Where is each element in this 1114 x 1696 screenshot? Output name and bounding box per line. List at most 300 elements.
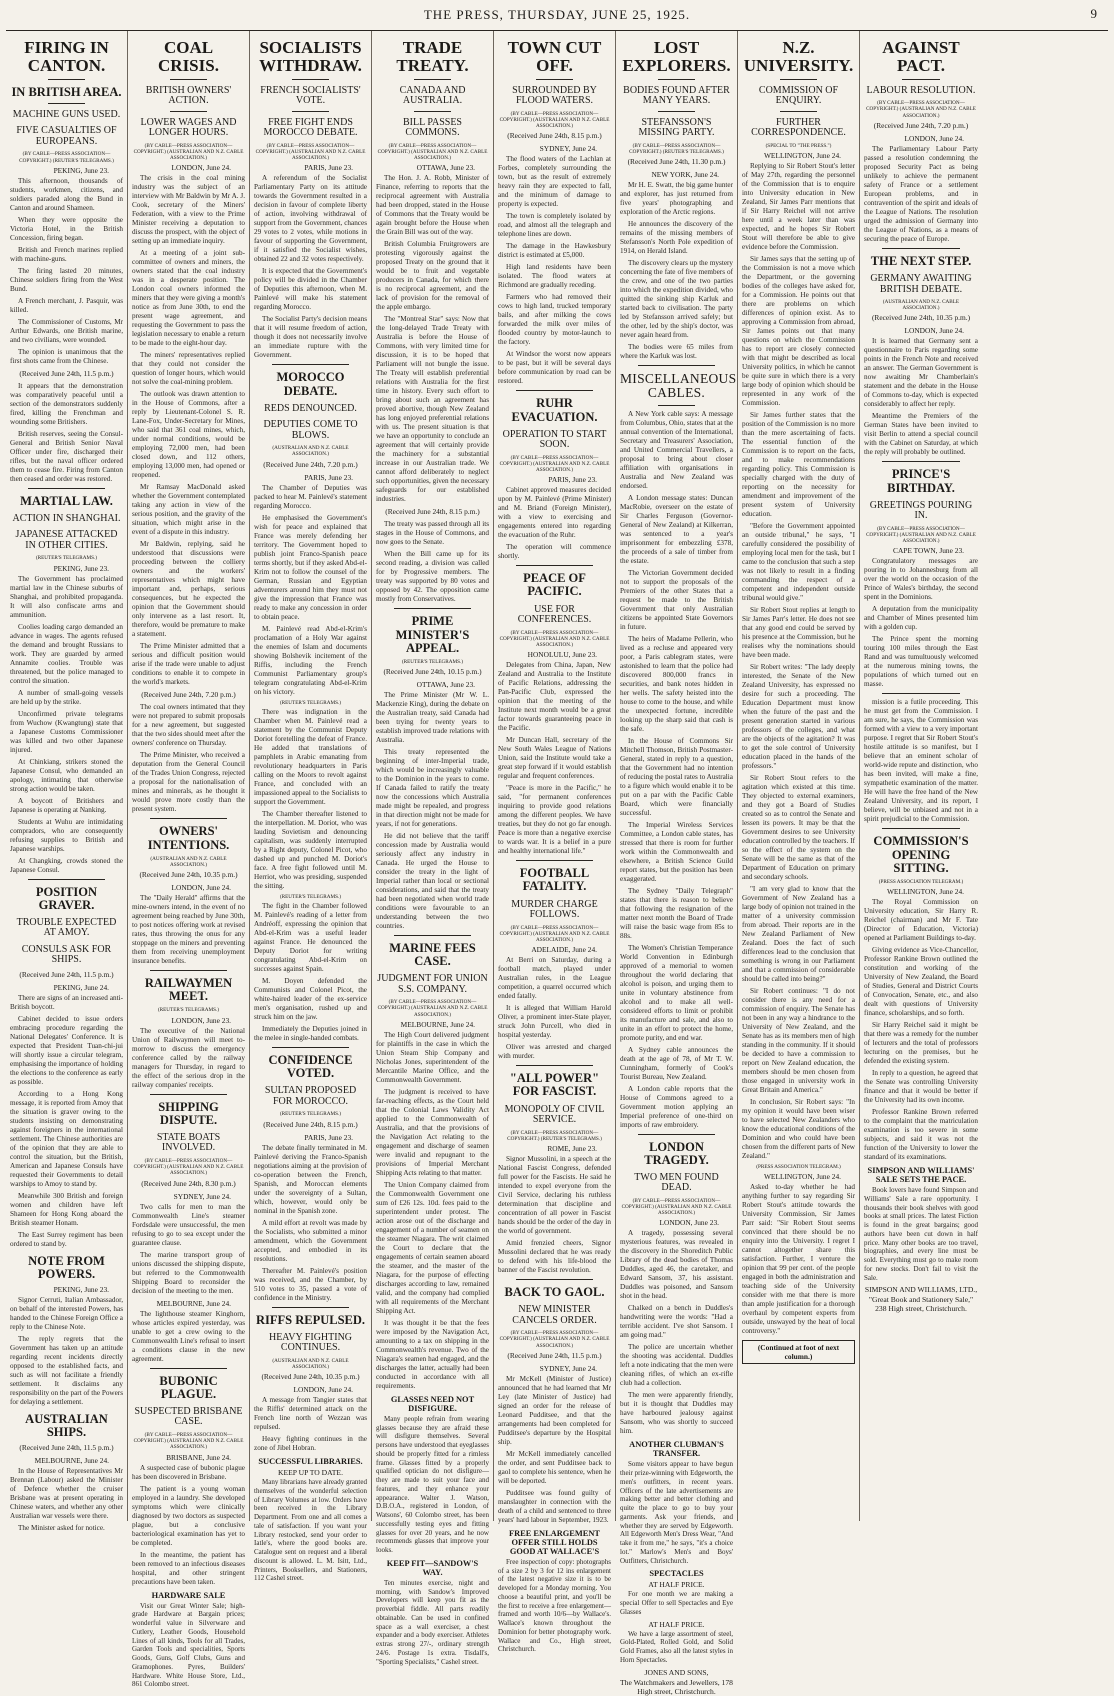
headline: CONFIDENCE VOTED. [268, 1053, 353, 1081]
advert-heading: FREE ENLARGEMENT OFFER STILL HOLDS GOOD AT WALLACE'S [509, 1528, 600, 1556]
article-paragraph: At Changking, crowds stoned the Japanese Consul. [10, 856, 123, 874]
article-paragraph: This treaty represented the beginning of inter-Imperial trade, which would be increasingly valuable to the Dominion in the years to come. If Canada failed to ratify the treaty now the concessions which Australia made might be repealed, and progress in that direction might not be made for years, if not for generations. [376, 748, 489, 828]
column-8 [860, 31, 982, 1521]
divider [882, 461, 960, 462]
subheadline: LABOUR RESOLUTION. [866, 84, 976, 96]
divider [292, 79, 329, 80]
divider [292, 111, 329, 112]
subheadline: JAPANESE ATTACKED IN OTHER CITIES. [15, 529, 118, 551]
article-paragraph: There was indignation in the Chamber when M. Painlevé read a statement by the Communist Deputy Doriot foretelling the defeat of France. He added that translations of pamphlets in Arabic emanating from revolutionary headquarters in Paris calling on the Moors to revolt against France, and concluded with an impassioned appeal to the Socialists to support the Government. [254, 707, 367, 806]
advert-text: For one month we are making a special Offer to sell Spectacles and Eye Glasses [620, 1590, 733, 1616]
subheadline: FIVE CASUALTIES OF EUROPEANS. [16, 125, 117, 147]
divider [638, 1134, 715, 1135]
article-paragraph: A Sydney cable announces the death at the age of 78, of Mr T. W. Cunningham, formerly of Cook's Tourist Bureau, New Zealand. [620, 1045, 733, 1081]
dateline: SYDNEY, June 24. [539, 1363, 597, 1373]
cable-credit: (BY CABLE—PRESS ASSOCIATION—COPYRIGHT.) (AUSTRALIAN AND N.Z. CABLE ASSOCIATION.) [621, 1197, 732, 1217]
article-paragraph: The Prime Minister admitted that a serious and difficult position would arise if the trade were unable to adjust conditions to enable it to compete in the world's markets. [132, 642, 245, 687]
subheadline: HEAVY FIGHTING CONTINUES. [268, 1331, 353, 1354]
cable-credit: (BY CABLE—PRESS ASSOCIATION—COPYRIGHT.) (REUTER'S TELEGRAMS.) [19, 151, 114, 164]
dateline: LONDON, June 23. [171, 1015, 231, 1025]
article-paragraph: The Chamber of Deputies was packed to hear M. Painlevé's statement regarding Morocco. [254, 483, 367, 510]
subheadline: SURROUNDED BY FLOOD WATERS. [512, 84, 597, 107]
article-paragraph: The Parliamentary Labour Party passed a resolution condemning the proposed Security Pact as being unlikely to achieve the permanent safety of France or a settlement European problems, and in contravention of the spirit and ideals of the League of Nations. The resolution urged the admission of Germany into the League of Nations, as a means of securing the peace of Europe. [864, 144, 978, 243]
subheadline: FURTHER CORRESPONDENCE. [751, 116, 846, 139]
divider [150, 1368, 227, 1369]
advertiser-address: "Great Book and Stationery Sale," 238 High street, Christchurch. [868, 1295, 974, 1314]
advert-text: Some visitors appear to have begun their prize-winning with Edgeworth, the men's outfitters, in recent years. Officers of the late advertisements are making better and better clothing and quite the place to go to buy your garments. Ask your friends, and whether they are served by Edgeworth. All Edgeworth Men's Dress Wear, "And take it from me," he says, "it's a choice lot." Marlow's Men's and Boys' Outfitters, Christchurch. [620, 1460, 733, 1565]
divider [272, 1047, 349, 1048]
divider [536, 79, 573, 80]
subheadline: STATE BOATS INVOLVED. [156, 1131, 221, 1154]
article-paragraph: The marine transport group of unions discussed the shipping dispute, but referred to the Commonwealth Shipping Board to reconsider the decision of the meeting to the men. [132, 1250, 245, 1295]
received-note: (Received June 24th, 7.20 p.m.) [141, 690, 236, 700]
dateline: WELLINGTON, June 24. [763, 150, 841, 160]
article-paragraph: A London cable reports that the House of Commons agreed to a Government motion applying an Imperial preference of one-third on imports of raw embroidery. [620, 1084, 733, 1129]
article-paragraph: This afternoon, thousands of students, workmen, citizens, and soldiers paraded along the Bund in Canton and around Shameen. [10, 176, 123, 212]
article-paragraph: Coolies loading cargo demanded an advance in wages. The agents refused the demand and brought Russians to work. They are guarded by armed Annamite coolies. Trouble was threatened, but the police managed to control the situation. [10, 622, 123, 685]
article-paragraph: Sir James further states that the position of the Commission is no more than the mere ascertaining of facts. The essential function of the Commission is to report on the facts, and to make recommendations regarding policy. This Commission is specially charged with the duty of reporting on the necessity for amendment and improvement of the present system of University education. [742, 410, 855, 518]
article-paragraph: It is expected that the Government's policy will be divided in the Chamber of Deputies this afternoon, when M. Painlevé will make his statement regarding Morocco. [254, 267, 367, 312]
dateline: LONDON, June 24. [171, 163, 231, 173]
column-7 [738, 31, 860, 1521]
article-paragraph: It is learned that Germany sent a questionnaire to Paris regarding some points in the French Note and received an answer. The German Government is now awaiting Mr Chamberlain's statement and the debate in the House of Commons to-day, which is expected considerably to affect her reply. [864, 337, 978, 409]
article-paragraph: The Prime Minister, who received a deputation from the General Council of the Trades Union Congress, rejected a proposal for the nationalisation of mines and minerals, as he thought it would prove more costly than the present system. [132, 751, 245, 814]
divider [394, 935, 471, 936]
headline: SOCIALISTS WITHDRAW. [259, 38, 362, 75]
dateline: PARIS, June 23. [304, 163, 353, 173]
dateline: PARIS, June 23. [304, 1132, 353, 1142]
cable-credit: (BY CABLE—PRESS ASSOCIATION—COPYRIGHT.) (AUSTRALIAN AND N.Z. CABLE ASSOCIATION.) [255, 142, 366, 162]
headline: POSITION GRAVER. [35, 884, 98, 912]
received-note: (Received June 24th, 8.15 p.m.) [263, 1119, 358, 1129]
subheadline: CONSULS ASK FOR SHIPS. [21, 943, 112, 966]
received-note: (Received June 24th, 11.5 p.m.) [19, 1443, 114, 1453]
dateline: PEKING, June 24. [53, 982, 109, 992]
received-note: (Received June 24th, 10.35 p.m.) [139, 870, 238, 880]
divider [170, 111, 207, 112]
divider [658, 111, 695, 112]
article-paragraph: The Chamber thereafter listened to the interpellation. M. Doriot, who was lauding Sovietism and denouncing capitalism, was suddenly interrupted by a Right deputy, Colonel Picot, who dashed up and punched M. Doriot's face. A free fight followed until M. Herriot, who was presiding, suspended the sitting. [254, 809, 367, 890]
headline: LOST EXPLORERS. [622, 38, 731, 75]
divider [48, 103, 85, 104]
dateline: PEKING, June 23. [53, 1285, 109, 1295]
article-paragraph: Chalked on a bench in Duddles's handwriting were the words: "Had a terrible accident. I've shot Sansom. I am going mad." [620, 1304, 733, 1340]
divider [516, 1279, 593, 1280]
divider [150, 970, 227, 971]
subheadline: OPERATION TO START SOON. [502, 428, 607, 451]
received-note: (Received June 24th, 10.15 p.m.) [383, 667, 482, 676]
article-paragraph: The Victorian Government decided not to support the proposals of the Premiers of the other States that a request be made to the British Government that only Australian citizens be appointed State Governors in future. [620, 568, 733, 631]
advert-heading: SPECTACLES [649, 1569, 704, 1579]
divider [516, 565, 593, 566]
cable-credit: (BY CABLE—PRESS ASSOCIATION—COPYRIGHT.) (AUSTRALIAN AND N.Z. CABLE ASSOCIATION.) [499, 1330, 610, 1349]
headline: BACK TO GAOL. [504, 1284, 605, 1299]
article-paragraph: Sir James says that the setting up of the Commission is not a move which the Department, or the governing bodies of the colleges have asked for, for a Commission. He points out that there are problems on which differences of opinion exist. As to approving a Commission from abroad, Sir James points out that many questions on which the Commission has to report are closely connected with that might be described as local University politics, in which he cannot be quite sure in which there is a very large body of opinion which should be represented in any work of the Commission. [742, 254, 855, 407]
cable-credit: (BY CABLE—PRESS ASSOCIATION—COPYRIGHT.) (AUSTRALIAN AND N.Z. CABLE ASSOCIATION.) [133, 1157, 244, 1177]
subheadline: CANADA AND AUSTRALIA. [399, 84, 466, 107]
advert-subheading: AT HALF PRICE. [648, 1619, 705, 1629]
article-paragraph: The miners' representatives replied that they could not consider the question of longer hours, which would not solve the coal-mining problem. [132, 351, 245, 387]
article-paragraph: When the Bill came up for its second reading, a division was called for by Progressive members. The treaty was supported by 80 votes and opposed by 42. The opposition came mostly from Conservatives. [376, 550, 489, 604]
article-paragraph: British reserves, seeing the Consul-General and British Senior Naval Officer under fire, discharged their rifles, but the naval officer ordered them to cease fire. Firing from Canton then ceased and order was restored. [10, 429, 123, 483]
article-paragraph: According to a Hong Kong message, it is reported from Amoy that the situation is graver owing to the students insisting on demonstrating against foreigners in the international settlement. The Chinese authorities are of the opinion that they are able to control the situation, but the British, American and Japanese Consuls have requested their Governments to detail warships to Amoy to stand by. [10, 1089, 123, 1188]
subheadline: MONOPOLY OF CIVIL SERVICE. [504, 1103, 605, 1125]
dateline: ROME, June 23. [547, 1143, 597, 1153]
article-paragraph: Asked to-day whether he had anything further to say regarding Sir Robert Stout's attitude towards the University Commission, Sir James Parr said: "Sir Robert Stout seems convinced that there should be no enquiry into the University. I regret I cannot altogether share this satisfaction. Further, I venture the opinion that 99 per cent. of the people engaged in both the administration and teaching side of the University consider with me that there is more than ample justification for a thorough overhaul by competent experts from outside, unswayed by the heat of local controversy." [742, 1183, 855, 1336]
headline: THE NEXT STEP. [870, 253, 972, 268]
advert-heading: HARDWARE SALE [151, 1590, 226, 1600]
article-paragraph: Mr Duncan Hall, secretary of the New South Wales League of Nations Union, said the Institute would take a great step forward if it would establish regular and frequent conferences. [498, 736, 611, 781]
headline: RAILWAYMEN MEET. [144, 976, 233, 1004]
subheadline: JUDGMENT FOR UNION S.S. COMPANY. [377, 973, 488, 995]
article-paragraph: Sir Robert writes: "The lady deeply interested, the Senate of the New Zealand University, has expressed no desire for such a proceeding. The Education Department must know when the future of the past and the present generation started in various professors of the colleges, and what are the objects of the agitation? It was to get the sole control of University education placed in the hands of the professors." [742, 662, 855, 770]
headline: N.Z. UNIVERSITY. [743, 38, 854, 75]
article-paragraph: The coal owners intimated that they were not prepared to submit proposals for a new agreement, but suggested that the two sides should meet after the owners' conference on Thursday. [132, 703, 245, 748]
dateline: SYDNEY, June 24. [539, 144, 597, 154]
dateline: WELLINGTON, June 24. [886, 887, 964, 897]
subheadline: BILL PASSES COMMONS. [402, 116, 462, 139]
advert-text: Visit our Great Winter Sale; high-grade Hardware at Bargain prices; wonderful value in Silverware and Cutlery, Leather Goods, Household Lines of all kinds, Tools for all Trades, Garden Tools and specialities, Sports Goods, Guns, Golf Clubs, Guns and Gramophones. Pyres, Builders' Hardware. White House Store, Ltd., 861 Colombo street. [132, 1601, 245, 1689]
headline: RUHR EVACUATION. [511, 396, 598, 424]
article-paragraph: A message from Tangier states that the Riffis' determined attack on the French line north of Wezzan was repulsed. [254, 1396, 367, 1432]
masthead-title: THE PRESS, THURSDAY, JUNE 25, 1925. [423, 7, 691, 22]
received-note: (Received June 24th, 7.20 p.m.) [263, 459, 358, 469]
article-paragraph: Pudditsee was found guilty of manslaughter in connection with the death of a child and sentenced to three years' hard labour in September, 1923. [498, 1488, 611, 1524]
cable-credit: (AUSTRALIAN AND N.Z. CABLE ASSOCIATION.) [272, 1357, 349, 1370]
headline: PRIME MINISTER'S APPEAL. [395, 614, 470, 655]
cable-credit: (BY CABLE—PRESS ASSOCIATION—COPYRIGHT.) (AUSTRALIAN AND N.Z. CABLE ASSOCIATION.) [866, 525, 976, 545]
dateline: ADELAIDE, June 24. [531, 945, 597, 955]
advert-text: Many people refrain from wearing glasses because they are afraid these will disfigure themselves. Several persons have understood that eyeglasses should be properly fitted for a rimless frame. Glasses fitted by a properly qualified optician do not disfigure—they are made to suit your face and features, and they enhance your appearance. Walter J. Watson, D.B.O.A., registered in London, of Watsons', 60 Colombo street, has been successfully testing eyes and fitting glasses for over 20 years, and he now recommends glasses that improve your looks. [376, 1414, 489, 1555]
cable-credit: (BY CABLE—PRESS ASSOCIATION—COPYRIGHT.) (AUSTRALIAN AND N.Z. CABLE ASSOCIATION.) [377, 142, 488, 162]
article-paragraph: Meantime the Premiers of the German States have been invited to visit Berlin to attend a special council with the Cabinet on Saturday, at which the reply will probably be outlined. [864, 412, 978, 457]
divider [882, 828, 960, 829]
masthead [6, 0, 1108, 31]
article-paragraph: The damage in the Hawkesbury district is estimated at £5,000. [498, 242, 611, 260]
article-paragraph: A London message states: Duncan MacRobie, overseer on the estate of Sir Charles Ferguson (Governor-General of New Zealand) at Kilkerran, was sentenced to a year's imprisonment for embezzling £378, the proceeds of a sale of timber from the estate. [620, 493, 733, 565]
article-paragraph: The firing lasted 20 minutes, Chinese soldiers firing from the West Bund. [10, 266, 123, 293]
cable-credit: (BY CABLE—PRESS ASSOCIATION—COPYRIGHT.) (AUSTRALIAN AND N.Z. CABLE ASSOCIATION.) [499, 629, 610, 649]
subheadline: STEFANSSON'S MISSING PARTY. [638, 116, 715, 139]
article-paragraph: A referendum of the Socialist Parliamentary Party on its attitude towards the Government resulted in a decision in favour of complete liberty of action, involving withdrawal of support from the Government, chances 29 votes to 2 votes, while motions in favour of supporting the Government, if it satisfied the Socialist wishes, obtained 22 and 32 votes respectively. [254, 174, 367, 264]
article-paragraph: Mr McKell (Minister of Justice) announced that he had learned that Mr Ley (late Minister of Justice) had signed an order for the release of Leonard Pudditsee, and that the arrangements had been completed for Pudditsee's departure by the Hospital ship. [498, 1374, 611, 1446]
headline: COAL CRISIS. [158, 38, 219, 75]
article-paragraph: He did not believe that the tariff concession made by Australia would seriously affect any industry in Canada. He urged the House to consider the treaty in the light of Imperial rather than local or sectional considerations, and said that the treaty had been negotiated when world trade conditions were favourable to an understanding between the two countries. [376, 832, 489, 930]
article-paragraph: "I am very glad to know that the Government of New Zealand has a large body of opinion not trained in the matter of a university commission from abroad. Their reports are in the New Zealand Parliament of New Zealand. Does the fact of such differences lead to the conclusion that something is wrong in our Parliament and that a commission of considerable should be called into being?" [742, 884, 855, 983]
article-paragraph: Replying to Sir Robert Stout's letter of May 27th, regarding the personnel of the Commission that is to enquire into University education in New Zealand, Sir James Parr mentions that if Sir Harry Reichel will not arrive here until a week later than was expected, and he hopes Sir Robert Stout will therefore be able to give evidence before the Commission. [742, 161, 855, 251]
divider [516, 860, 593, 861]
cable-credit: (AUSTRALIAN AND N.Z. CABLE ASSOCIATION.) [882, 299, 960, 312]
advert-heading: GLASSES NEED NOT DISFIGURE. [390, 1394, 475, 1413]
article-paragraph: Giving evidence as Vice-Chancellor, Professor Rankine Brown outlined the constitution and working of the University of New Zealand, the Board of Studies, General and District Courts of Convocation, Senate, etc., and also dealt with questions of University finance, scholarships, and so forth. [864, 946, 978, 1018]
article-paragraph: The Prince spent the morning touring 100 miles through the East Rand and was tumultuously welcomed at the numerous mining towns, the populations of which turned out en masse. [864, 635, 978, 689]
subheadline: IN BRITISH AREA. [11, 84, 122, 99]
article-paragraph: Oliver was arrested and charged with murder. [498, 1043, 611, 1061]
article-paragraph: A suspected case of bubonic plague has been discovered in Brisbane. [132, 1463, 245, 1481]
divider [516, 1065, 593, 1066]
subheadline: TWO MEN FOUND DEAD. [634, 1171, 719, 1194]
article-paragraph: M. Doyen defended the Communists and Colonel Picot, the white-haired leader of the ex-service men's organisation, rushed up and struck him on the jaw. [254, 977, 367, 1022]
headline: TRADE TREATY. [396, 38, 469, 75]
article-paragraph: In the House of Commons Sir Mitchell Thomson, British Postmaster-General, stated in reply to a question, that the Government had no intention of reducing the postal rates to Australia to a figure which would enable it to be put on a par with the Pacific Cable Board, which were financially successful. [620, 736, 733, 817]
dateline: HONOLULU, June 23. [527, 650, 597, 660]
article-paragraph: The lighthouse steamer Kinghorn, whose articles expired yesterday, was unable to get a crew owing to the Commonwealth Line's refusal to insert a conditions clause in the new agreement. [132, 1309, 245, 1363]
article-paragraph: Meanwhile 300 British and foreign women and children have left Shameen for Hong Kong aboard the British steamer Honam. [10, 1191, 123, 1227]
article-paragraph: A French merchant, J. Pasquir, was killed. [10, 296, 123, 314]
dateline: PARIS, June 23. [304, 472, 353, 482]
cable-credit: (PRESS ASSOCIATION TELEGRAM.) [878, 878, 964, 885]
divider [28, 488, 105, 489]
article-paragraph: Unconfirmed private telegrams from Wuchow (Kwangtung) state that a Japanese Customs Commissioner was killed and two other Japanese injured. [10, 709, 123, 754]
article-paragraph: The East Surrey regiment has been ordered to stand by. [10, 1230, 123, 1248]
subheadline: COMMISSION OF ENQUIRY. [758, 84, 839, 107]
cable-credit: (REUTER'S TELEGRAMS.) [35, 555, 98, 562]
article-paragraph: The judgment is received to have far-reaching effects, as the Court held that the Colonial Laws Validity Act applied to the Commonwealth of Australia, and that the provisions of the Navigation Act relating to the engagement and discharge of seamen were invalid and repugnant to the provisions of Imperial Merchant Shipping Acts relating to that matter. [376, 1087, 489, 1177]
cable-credit: (BY CABLE—PRESS ASSOCIATION—COPYRIGHT.) (AUSTRALIAN AND N.Z. CABLE ASSOCIATION.) [866, 100, 976, 119]
headline: PRINCE'S BIRTHDAY. [887, 467, 955, 495]
cable-credit: (SPECIAL TO "THE PRESS.") [765, 142, 832, 149]
article-paragraph: Sir Robert Stout refers to the agitation which existed at this time. They objected to external examiners, and they got a Board of Studies created so as to control the Senate and lessen its powers. It may be that the Government desires to see University education controlled by the teachers. If so the effect of the system on the Senate will be the same as that of the Department of Education on primary and secondary schools. [742, 773, 855, 881]
article-paragraph: It appears that the demonstration was comparatively peaceful until a section of the demonstrators suddenly fired, killing the Frenchman and wounding some Britishers. [10, 381, 123, 426]
cable-credit: (BY CABLE—PRESS ASSOCIATION—COPYRIGHT.) (AUSTRALIAN AND N.Z. CABLE ASSOCIATION.) [133, 1431, 244, 1451]
dateline: LONDON, June 24. [904, 326, 964, 336]
article-paragraph: He emphasised the Government's wish for peace and explained that France was merely defending her territory. The Government hoped to publish joint Franco-Spanish peace terms shortly, but if they asked Abd-el-Krim not to follow the counsel of the German, Russian and Egyptian adventurers around him they must not give the impression that France was ready to make any concession in order to obtain peace. [254, 513, 367, 621]
cable-credit: (BY CABLE—PRESS ASSOCIATION—COPYRIGHT.) (AUSTRALIAN AND N.Z. CABLE ASSOCIATION.) [133, 142, 244, 162]
headline: SHIPPING DISPUTE. [158, 1099, 219, 1127]
article-paragraph: The Government has proclaimed martial law in the Chinese suburbs of Shanghai, and prohibited propaganda. It will also confiscate arms and ammunition. [10, 574, 123, 619]
dateline: LONDON, June 24. [293, 1385, 353, 1395]
subheadline: BRITISH OWNERS' ACTION. [145, 84, 232, 107]
article-paragraph: The "Daily Herald" affirms that the mine-owners intend, in the event of no agreement being reached by June 30th, to post notices offering work at revised rates, thus throwing the onus for any stoppage on the miners and preventing them from receiving unemployment insurance benefits. [132, 894, 245, 966]
divider [170, 79, 207, 80]
dateline: LONDON, June 24. [171, 883, 231, 893]
divider [150, 1094, 227, 1095]
article-paragraph: The Minister asked for notice. [18, 1524, 105, 1533]
article-paragraph: "Peace is more in the Pacific," he said, "for permanent conferences inquiring to provide good relations among the different peoples. We have treaties, but they do not go far enough. Peace is more than a negative exercise to wards war. It is a belief in a pure and healthy international life." [498, 784, 611, 856]
headline: PEACE OF PACIFIC. [523, 571, 586, 599]
headline: LONDON TRAGEDY. [644, 1139, 709, 1167]
cable-credit: (BY CABLE—PRESS ASSOCIATION—COPYRIGHT.) (REUTER'S TELEGRAMS.) [507, 1129, 602, 1142]
headline: MARTIAL LAW. [20, 493, 113, 508]
article-paragraph: At a meeting of a joint sub-committee of owners and miners, the owners stated that the coal industry was in a desperate position. The London coal owners informed the miners that they were giving a month's notice as from June 30th, to end the present wage agreement, and requesting the Government to pass the legislation necessary to enable a return to be made to the eight-hour day. [132, 249, 245, 348]
cable-credit: (BY CABLE—PRESS ASSOCIATION—COPYRIGHT.) (AUSTRALIAN AND N.Z. CABLE ASSOCIATION.) [377, 999, 488, 1018]
subheadline: MURDER CHARGE FOLLOWS. [511, 898, 598, 921]
divider [28, 879, 105, 880]
article-paragraph: The treaty was passed through all its stages in the House of Commons, and now goes to the Senate. [376, 520, 489, 547]
article-paragraph: mission is a futile proceeding. This he must get from the Commission. I am sure, he says, the Commission was formed with a view to a very important purpose. I regret that Sir Robert Stout's hostile attitude is so manifest, but I believe that an eminent scholar of world-wide repute and distinction, who has been invited, will make a fine, sympathetic examination of the matter. He will have the free hand of the New Zealand University, and its report, I believe, will be unbiased and not in a spirit prejudicial to the Commission. [864, 698, 978, 824]
dateline: CAPE TOWN, June 23. [893, 546, 964, 556]
article-paragraph: Signor Mussolini, in a speech at the National Fascist Congress, defended full power for the Fascists. He said he intended to expel everyone from the Civil Service, declaring his ruthless determination that discipline and concentration of all power in Fascist hands should be the order of the day in the world of government. [498, 1154, 611, 1235]
advert-text: We have a large assortment of steel, Gold-Plated, Rolled Gold, and Solid Gold Frames, also all the latest styles in Horn Spectacles. [620, 1629, 733, 1664]
subheadline: GERMANY AWAITING BRITISH DEBATE. [870, 273, 972, 295]
dateline: NEW YORK, June 24. [651, 170, 719, 180]
headline: BUBONIC PLAGUE. [159, 1373, 218, 1401]
dateline: PEKING, June 23. [53, 165, 109, 175]
article-paragraph: Immediately the Deputies joined in the melee in single-handed combats. [254, 1025, 367, 1043]
column-1 [6, 31, 128, 1533]
article-paragraph: The Imperial Wireless Services Committee, a London cable states, has stressed that there is room for further work within the Commonwealth and elsewhere, a British Science Guild report states, but the position has been exaggerated. [620, 820, 733, 883]
article-paragraph: The fight in the Chamber followed M. Painlevé's reading of a letter from Andréoff, expressing the opinion that Abd-el-Krim was a useful leader against France. He denounced the Deputy Doriot for writing congratulating Abd-el-Krim on successes against Spain. [254, 902, 367, 974]
article-paragraph: Cabinet approved measures decided upon by M. Painlevé (Prime Minister) and M. Briand (Foreign Minister), with a view to exercising and engagements entered into regarding the evacuation of the Ruhr. [498, 486, 611, 540]
dateline: OTTAWA, June 23. [416, 680, 475, 689]
article-paragraph: The outlook was drawn attention to in the House of Commons, after a reply by Lieutenant-Colonel S. R. Lane-Fox, Under-Secretary for Mines, who said that 361 coal mines, which, under normal conditions, would be employing 72,000 men, had been closed down, and 112 others, employing 13,000 men, had opened or reopened. [132, 390, 245, 480]
dateline: MELBOURNE, June 24. [156, 1298, 231, 1308]
columns [6, 31, 1108, 1696]
received-note: (Received June 24th, 10.35 p.m.) [871, 313, 971, 323]
article-paragraph: Two calls for men to man the Commonwealth Line's steamer Fordsdale were unsuccessful, the men refusing to go to sea except under the guarantee clause. [132, 1202, 245, 1247]
article-paragraph: A number of small-going vessels are held up by the strike. [10, 688, 123, 706]
subheadline: FRENCH SOCIALISTS' VOTE. [260, 84, 361, 107]
article-paragraph: Heavy fighting continues in the zone of Jibel Hobran. [254, 1435, 367, 1453]
headline: TOWN CUT OFF. [507, 38, 602, 75]
page-number: 9 [1090, 6, 1098, 21]
article-paragraph: A tragedy, possessing several mysterious features, was revealed in the discovery in the Shoreditch Public Library of the dead bodies of Thomas Duddles, aged 46, the caretaker, and Edward Sansom, 37, his assistant. Duddles was poisoned, and Sansom shot in the head. [620, 1229, 733, 1301]
article-paragraph: The operation will commence shortly. [498, 543, 611, 561]
article-paragraph: When they were opposite the Victoria Hotel, in the British Concession, firing began. [10, 215, 123, 242]
column-3 [250, 31, 372, 1583]
subheadline: LOWER WAGES AND LONGER HOURS. [140, 116, 237, 139]
headline: MOROCCO DEBATE. [276, 370, 345, 398]
column-2 [128, 31, 250, 1689]
article-paragraph: At Windsor the worst now appears to be past, but it will be several days before communication by road can be restored. [498, 350, 611, 386]
article-paragraph: The executive of the National Union of Railwaymen will meet to-morrow to discuss the emergency conference called by the railway managers for Thursday, in regard to the effect of the serious drop in the railway companies' receipts. [132, 1026, 245, 1089]
advert-text: Book lovers have found Simpson and Williams' Sale a rare opportunity. I thousands their book shelves with good books at small prices. The latest Fiction is found in the great bargains; good authors have been cut down in half price. Many other books are too travel, biographies, and every line must be sold. Everything must go to make room for new stocks. Don't fail to visit the Sale. [864, 1186, 978, 1282]
cable-credit: (AUSTRALIAN AND N.Z. CABLE ASSOCIATION.) [150, 855, 227, 868]
article-paragraph: The reply regrets that the Government has taken up an attitude regarding recent incidents directly opposed to the established facts, and such as will not facilitate a friendly settlement. It disclaims any responsibility on the part of the Powers for delaying a settlement. [10, 1335, 123, 1407]
subheadline: REDS DENOUNCED. [264, 402, 357, 414]
cable-credit: (PRESS ASSOCIATION TELEGRAM.) [756, 1163, 841, 1170]
article-paragraph: The crisis in the coal mining industry was the subject of an interview with Mr Baldwin by Mr A. J. Cook, secretary of the Miners' Federation, with a view to the Prime Minister receiving a deputation to discuss the prospect, with the object of setting up an immediate inquiry. [132, 174, 245, 246]
article-paragraph: The patient is a young woman employed in a laundry. She developed symptoms which were clinically diagnosed by two doctors as suspected plague, but a conclusive bacteriological examination has yet to be completed. [132, 1484, 245, 1547]
article-paragraph: "Before the Government appointed an outside tribunal," he says, "I carefully considered the possibility of employing local men for the task, but I came to the conclusion that such a step was not likely to result in a finding commanding the respect of a competent and independent outside tribunal would give." [742, 521, 855, 602]
divider [272, 1307, 349, 1308]
received-note: (Received June 24th, 7.20 p.m.) [873, 120, 969, 130]
article-paragraph: The Union Company claimed from the Commonwealth Government one sum of £26 12s. 10d. fees paid to the superintendent under protest. The action arose out of the discharge and engagement of a number of seamen on the steamer Niagara. The writ claimed the Court to declare that the engagements of certain seamen aboard the steamer, and the master of the Niagara, for the purpose of effecting discharges according to law, remained valid, and the company had complied with all requirements of the Merchant Shipping Act. [376, 1180, 489, 1315]
received-note: (Received June 24th, 10.35 p.m.) [261, 1372, 360, 1382]
dateline: LONDON, June 24. [904, 133, 964, 143]
advert-subheading: AT HALF PRICE. [648, 1580, 705, 1590]
divider [414, 79, 451, 80]
headline: FOOTBALL FATALITY. [519, 866, 590, 894]
article-paragraph: The men were apparently friendly, but it is thought that Duddles may have harboured jealousy against Sansom, who was shortly to succeed him. [620, 1391, 733, 1436]
cable-credit: (AUSTRALIAN AND N.Z. CABLE ASSOCIATION.) [272, 445, 349, 458]
advert-heading: SIMPSON AND WILLIAMS' SALE SETS THE PACE. [867, 1166, 975, 1185]
headline: MISCELLANEOUS CABLES. [620, 371, 737, 401]
received-note: (Received June 24th, 11.5 p.m.) [19, 969, 114, 979]
cable-credit: (REUTER'S TELEGRAMS.) [157, 1007, 220, 1014]
advert-heading: SUCCESSFUL LIBRARIES. [258, 1457, 363, 1467]
article-paragraph: High land residents have been isolated. The flood waters at Richmond are gradually receding. [498, 263, 611, 290]
subheadline: GREETINGS POURING IN. [869, 499, 973, 522]
advert-heading: ANOTHER CLUBMAN'S TRANSFER. [629, 1440, 724, 1459]
subheadline: BODIES FOUND AFTER MANY YEARS. [623, 84, 730, 107]
article-paragraph: A New York cable says: A message from Columbus, Ohio, states that at the annual convention of the International, Secretary and Treasurers' Association, and United Commercial Travellers, a proposal to bring about closer affiliation with organisations in Australia and New Zealand was endorsed. [620, 409, 733, 490]
subheadline: TROUBLE EXPECTED AT AMOY. [16, 916, 117, 939]
article-paragraph: The Sydney "Daily Telegraph" states that there is reason to believe that following the resignation of the matter next month the Board of Trade will raise the basic wage from 85s to 88s. [620, 886, 733, 940]
advert-heading: KEEP FIT—SANDOW'S WAY. [386, 1558, 479, 1577]
article-paragraph: The Royal Commission on University education, Sir Harry R. Reichel (chairman) and Mr F. Tate (Director of Education, Victoria) opened at Parliament Buildings to-day. [864, 898, 978, 943]
divider [48, 79, 85, 80]
headline: NOTE FROM POWERS. [28, 1253, 105, 1282]
cable-credit: (REUTER'S TELEGRAMS.) [279, 699, 342, 706]
article-paragraph: Thereafter M. Painlevé's position was received, and the Chamber, by 510 votes to 35, passed a vote of confidence in the Ministry. [254, 1266, 367, 1302]
article-paragraph: In conclusion, Sir Robert says: "In my opinion it would have been wiser to have selected New Zealanders who know the educational conditions of the Dominion and who could have been chosen from the different parts of New Zealand." [742, 1097, 855, 1160]
article-paragraph: In the meantime, the patient has been removed to an infectious diseases hospital, and other stringent precautions have been taken. [132, 1550, 245, 1586]
article-paragraph: In the House of Representatives Mr Brennan (Labour) asked the Minister of Defence whether the cruiser Brisbane was at present operating in Chinese waters, and whether any other Australian war vessels were there. [10, 1467, 123, 1521]
article-paragraph: Farmers who had removed their cows to high land, trucked temporary bails, and after milking the cows forwarded the milk over miles of flooded country by motor-launch to the factory. [498, 293, 611, 347]
cable-credit: (BY CABLE—PRESS ASSOCIATION—COPYRIGHT.) (AUSTRALIAN AND N.Z. CABLE ASSOCIATION.) [499, 454, 610, 474]
advert-text: Free inspection of copy: photographs of a size 2 by 3 for 12 ins enlargement of the latest negative size it is to be developed for a Monday morning. You choose a beautiful print, and you'll be the first to receive a free enlargement—framed and worth 10/6—by Wallace's. Wallace's known throughout the Dominion for better photography work. Wallace and Co., High street, Christchurch. [498, 1557, 611, 1654]
article-paragraph: The Commissioner of Customs, Mr Arthur Edwards, one British marine, and two civilians, were wounded. [10, 317, 123, 344]
subheadline: USE FOR CONFERENCES. [517, 603, 592, 626]
advert-text: Ten minutes exercise, night and morning, with Sandow's Improved Developers will keep you fit as the proverbial fiddle. All parts readily obtainable. Can be used in confined space as a wall exerciser, a chest expander and a body exerciser. Athletes extras strong 27/-, ordinary strength 24/6. Postage 1s extra. Tisdall's, "Sporting Specialists," Cashel street. [376, 1578, 489, 1666]
headline: AUSTRALIAN SHIPS. [25, 1412, 108, 1440]
received-note: (Received June 24th, 8.15 p.m.) [385, 507, 480, 517]
received-note: (Received June 24th, 11.5 p.m.) [507, 1350, 602, 1360]
article-paragraph: A boycott of Britishers and Japanese is operating at Nanking. [10, 796, 123, 814]
column-4 [372, 31, 494, 1666]
article-paragraph: Delegates from China, Japan, New Zealand and Australia to the Institute of Pacific Relations, addressing the Pan-Pacific Club, expressed the opinion that the meeting of the Institute next month would be a great factor towards guaranteeing peace in the Pacific. [498, 661, 611, 733]
article-paragraph: The discovery clears up the mystery concerning the fate of five members of the crew, and one of the two parties into which the expedition divided, who quitted the sinking ship Karluk and started back to civilisation. The party led by Stefansson arrived safely; but the other, led by the ship's doctor, was never again heard from. [620, 259, 733, 340]
article-paragraph: Signor Cerruti, Italian Ambassador, on behalf of the interested Powers, has handed to the Chinese Foreign Office a reply to the Chinese Note. [10, 1296, 123, 1332]
subheadline: FREE FIGHT ENDS MOROCCO DEBATE. [263, 116, 358, 139]
article-paragraph: The Women's Christian Temperance World Convention in Edinburgh approved of a memorial to women throughout the world declaring that alcohol is poison, and urging them to unite in voluntary abstinence from alcohol and to make all well-considered efforts to limit or prohibit its manufacture and sale, and also to unite in an effort to protect the home, promote purity, and end war. [620, 943, 733, 1042]
received-note: (Received June 24th, 8.30 p.m.) [141, 1178, 236, 1188]
article-paragraph: The "Montreal Star" says: Now that the long-delayed Trade Treaty with Australia is before the House of Commons, with very limited time for discussion, it is to be hoped that Parliament will not bungle the issue. The Treaty will establish preferential relations with Australia for the first time in history. Every such effort to bring about such an agreement has proved abortive, though New Zealand has long enjoyed preferential relations with us. The present situation is that we have an opportunity to conclude an agreement that will certainly provide the machinery for a substantial increase in our Australian trade. We cannot afford deliberately to neglect such opportunities, given the necessary safeguards for our established industries. [376, 315, 489, 504]
headline: FIRING IN CANTON. [24, 38, 109, 75]
article-paragraph: Mr H. E. Swatt, the big game hunter and explorer, has just returned from five years' photographing and exploration of the Arctic regions. [620, 181, 733, 217]
received-note: (Received June 24th, 8.15 p.m.) [507, 131, 602, 141]
continued-note: (Continued at foot of next column.) [742, 1340, 855, 1364]
advert-subheading: KEEP UP TO DATE. [278, 1468, 343, 1478]
headline: "ALL POWER" FOR FASCIST. [509, 1071, 600, 1099]
divider [414, 111, 451, 112]
advertiser-name: SIMPSON AND WILLIAMS, LTD., [864, 1285, 978, 1295]
article-paragraph: The heirs of Madame Pellerin, who lived as a recluse and appeared very poor, a Paris cablegram states, were astonished to learn that the police had discovered 800,000 francs in securities, and bank notes hidden in her wells. The safety heisted into the house to come to the house, and while the unexpected fortune, incredible looking up the sharp said that cash is the safe. [620, 634, 733, 733]
article-paragraph: It was thought it be that the fees were imposed by the Navigation Act, amounting to a tax on shipping in the Commonwealth's revenue. Two of the Niagara's seamen had engaged, and the discharges the latter, actually had been conducted in accordance with all requirements. [376, 1318, 489, 1390]
headline: OWNERS' INTENTIONS. [147, 824, 230, 852]
dateline: WELLINGTON, June 24. [763, 1172, 841, 1182]
article-paragraph: The flood waters of the Lachlan at Forbes, completely surrounding the town, but as the result of extremely heavy rain they are expected to fall, and the minimum of damage to property is expected. [498, 155, 611, 209]
article-paragraph: Cabinet decided to issue orders embracing procedure regarding the National Delegates' Conference. It is expected that President Tuan-chi-jui will shortly issue a circular telegram, emphasising the importance of holding the elections to the conference as early as possible. [10, 1014, 123, 1086]
article-paragraph: The debate finally terminated in M. Painlevé deriving the Franco-Spanish negotiations aiming at the provision of co-operation between the French, Spanish, and Moroccan elements under the sovereignty of a Sultan, which, however, would only be nominal in the Spanish zone. [254, 1143, 367, 1215]
dateline: PEKING, June 23. [53, 563, 109, 573]
dateline: BRISBANE, June 24. [166, 1452, 231, 1462]
dateline: PARIS, June 23. [548, 475, 597, 485]
article-paragraph: A mild effort at revolt was made by the Socialists, who submitted a minor amendment, which the Government accepted, and embodied in its resolutions. [254, 1218, 367, 1263]
dateline: MELBOURNE, June 24. [34, 1456, 109, 1466]
article-paragraph: British and French marines replied with machine-guns. [10, 245, 123, 263]
article-paragraph: At Chinkiang, strikers stoned the Japanese Consul, who demanded an apology, intimating that otherwise strong action would be taken. [10, 757, 123, 793]
cable-credit: (BY CABLE—PRESS ASSOCIATION—COPYRIGHT.) (AUSTRALIAN AND N.Z. CABLE ASSOCIATION.) [499, 924, 610, 944]
subheadline: ACTION IN SHANGHAI. [12, 512, 121, 524]
cable-credit: (BY CABLE—PRESS ASSOCIATION—COPYRIGHT.) (REUTER'S TELEGRAMS.) [629, 142, 724, 155]
article-paragraph: The Hon. J. A. Robb, Minister of Finance, referring to reports that the reciprocal agreement with Australia had been dropped, stated in the House of Commons that the Treaty would be again brought before the House when the Grain Bill was out of the way. [376, 174, 489, 237]
article-paragraph: Amid frenzied cheers, Signor Mussolini declared that he was ready to defend with his life-blood the banner of the Fascist revolution. [498, 1238, 611, 1274]
article-paragraph: The Prime Minister (Mr W. L. Mackenzie King), during the debate on the Australian treaty, said Canada had been trying for twenty years to establish improved trade relations with Australia. [376, 691, 489, 744]
divider [658, 79, 695, 80]
headline: RIFFS REPULSED. [255, 1312, 366, 1327]
article-paragraph: Mr McKell immediately cancelled the order, and sent Pudditsee back to gaol to complete his sentence, when he will be deported. [498, 1449, 611, 1485]
article-paragraph: Sir Robert Stout replies at length to Sir James Parr's letter. He does not see that any good end could be served by his presence at the Commission, but he realises why the nominations should have been made. [742, 605, 855, 659]
column-6 [616, 31, 738, 1696]
divider [902, 79, 940, 80]
article-paragraph: The opinion is unanimous that the first shots came from the Chinese. [10, 347, 123, 365]
divider [150, 818, 227, 819]
subheadline: DEPUTIES COME TO BLOWS. [263, 419, 358, 441]
advert-text: Many librarians have already granted themselves of the wonderful selection of Library Volumes at low. Orders have been received in the Library Department. From one and all comes a tale of satisfaction. If you want your Library restocked, send your order to Iatle's, where the good books are. Catalogue sent on request and a liberal discount is allowed. L. M. Isitt, Ltd., Printers, Booksellers, and Stationers, 112 Cashel street. [254, 1478, 367, 1583]
advertiser-address: The Watchmakers and Jewellers, 178 High street, Christchurch. [620, 1677, 733, 1696]
